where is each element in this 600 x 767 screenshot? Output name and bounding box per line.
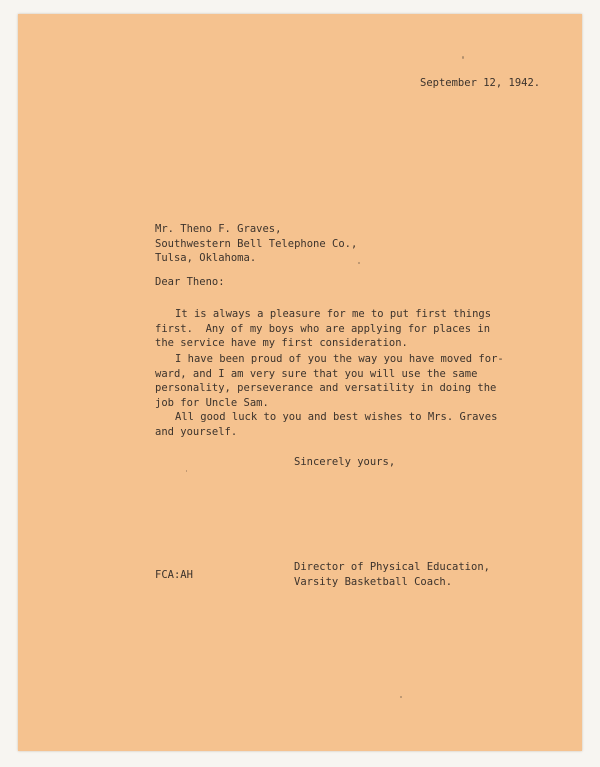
paper-speck	[358, 262, 360, 264]
paragraph-1-line: the service have my first consideration.	[155, 337, 408, 349]
signature-block	[294, 560, 490, 589]
recipient-city: Tulsa, Oklahoma.	[155, 252, 257, 264]
salutation: Dear Theno:	[155, 276, 225, 288]
paper-speck	[462, 56, 464, 59]
paragraph-3	[155, 410, 498, 439]
signature-role: Varsity Basketball Coach.	[294, 575, 453, 588]
paragraph-2-line: job for Uncle Sam.	[155, 396, 269, 409]
paragraph-3-line: All good luck to you and best wishes to Mrs. Graves	[175, 411, 498, 423]
paper-speck	[400, 696, 402, 698]
paragraph-2-line: I have been proud of you the way you have moved for-	[175, 353, 504, 365]
paragraph-1	[155, 307, 492, 351]
paragraph-1-line: It is always a pleasure for me to put first things	[175, 308, 492, 320]
paragraph-2	[155, 352, 504, 410]
paper-speck	[186, 470, 187, 472]
paragraph-2-line: ward, and I am very sure that you will use the same	[155, 367, 478, 380]
paragraph-2-line: personality, perseverance and versatility in doing the	[155, 382, 497, 394]
signature-title: Director of Physical Education,	[294, 561, 490, 573]
typist-initials: FCA:AH	[155, 569, 193, 581]
recipient-name: Mr. Theno F. Graves,	[155, 223, 282, 235]
recipient-company: Southwestern Bell Telephone Co.,	[155, 237, 358, 250]
paragraph-3-line: and yourself.	[155, 425, 238, 438]
recipient-address	[155, 222, 357, 266]
paragraph-1-line: first. Any of my boys who are applying for places in	[155, 322, 491, 335]
letter-date: September 12, 1942.	[420, 77, 541, 89]
letter-page	[18, 14, 582, 751]
complimentary-close: Sincerely yours,	[294, 456, 396, 468]
